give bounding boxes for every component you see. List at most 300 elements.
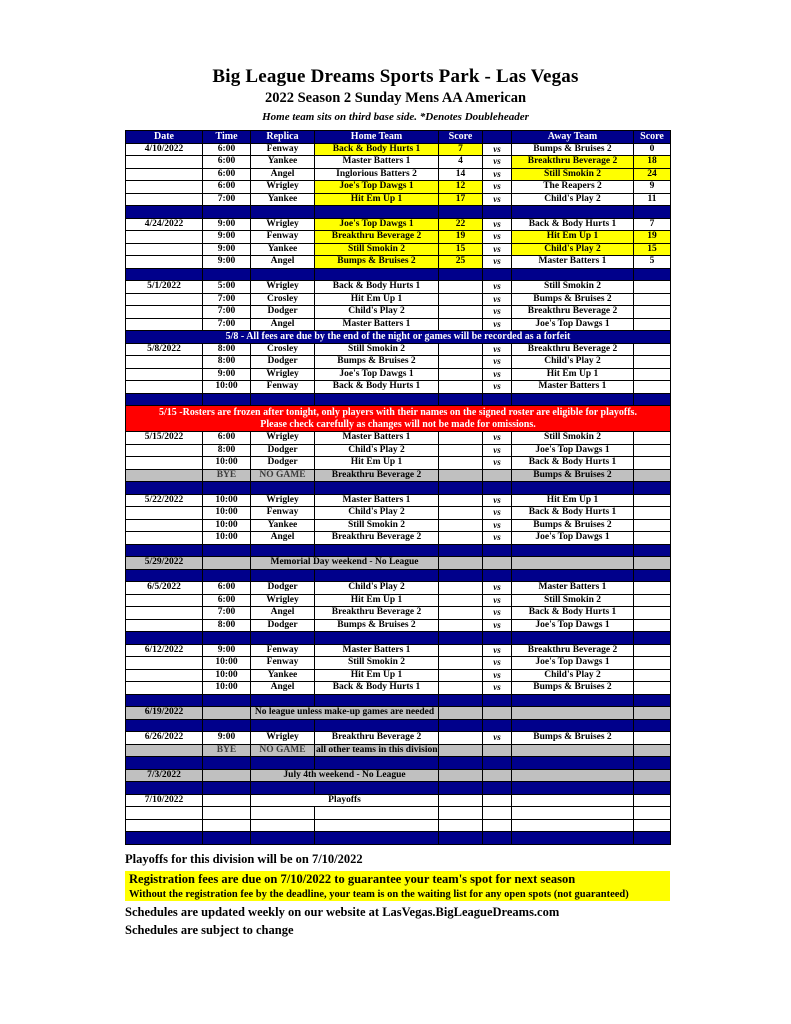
home-score-cell xyxy=(439,343,483,356)
home-team-cell: Master Batters 1 xyxy=(315,156,439,169)
note-cell: No league unless make-up games are needed xyxy=(251,707,439,720)
replica-cell: Wrigley xyxy=(251,594,315,607)
separator-cell xyxy=(512,694,634,707)
time-cell: 10:00 xyxy=(203,532,251,545)
home-score-cell: 14 xyxy=(439,168,483,181)
sep-row xyxy=(126,832,671,845)
vs-label: vs xyxy=(483,532,512,545)
separator-cell xyxy=(634,694,671,707)
separator-cell xyxy=(439,757,483,770)
game-row xyxy=(126,368,671,381)
away-score-cell xyxy=(634,457,671,470)
away-team-cell: Master Batters 1 xyxy=(512,256,634,269)
website-note: Schedules are updated weekly on our website at LasVegas.BigLeagueDreams.com xyxy=(125,904,560,919)
separator-cell xyxy=(126,632,203,645)
home-score-cell xyxy=(439,507,483,520)
separator-cell xyxy=(634,569,671,582)
sep-row xyxy=(126,694,671,707)
playoffs-date-note: Playoffs for this division will be on 7/10/2022 xyxy=(125,851,363,866)
home-score-cell xyxy=(439,281,483,294)
away-score-cell xyxy=(634,657,671,670)
away-score-cell xyxy=(634,532,671,545)
away-score-cell xyxy=(634,582,671,595)
separator-cell xyxy=(251,206,315,219)
separator-cell xyxy=(439,393,483,406)
sep-row xyxy=(126,393,671,406)
home-score-cell xyxy=(439,657,483,670)
home-team-cell: Child's Play 2 xyxy=(315,444,439,457)
separator-cell xyxy=(483,782,512,795)
away-score-cell: 11 xyxy=(634,193,671,206)
away-team-cell: Joe's Top Dawgs 1 xyxy=(512,619,634,632)
separator-cell xyxy=(203,719,251,732)
subject-to-change-note: Schedules are subject to change xyxy=(125,922,294,937)
separator-cell xyxy=(315,782,439,795)
home-score-cell xyxy=(439,669,483,682)
away-team-cell: Bumps & Bruises 2 xyxy=(512,732,634,745)
away-team-cell xyxy=(512,557,634,570)
separator-cell xyxy=(203,544,251,557)
date-cell xyxy=(126,532,203,545)
replica-cell: Crosley xyxy=(251,293,315,306)
home-score-cell: 7 xyxy=(439,143,483,156)
vs-label: vs xyxy=(483,156,512,169)
date-cell xyxy=(126,318,203,331)
home-score-cell xyxy=(439,469,483,482)
time-cell: 8:00 xyxy=(203,444,251,457)
separator-cell xyxy=(439,694,483,707)
game-row xyxy=(126,457,671,470)
time-cell: 9:00 xyxy=(203,231,251,244)
separator-cell xyxy=(634,206,671,219)
separator-cell xyxy=(315,206,439,219)
separator-cell xyxy=(126,268,203,281)
time-cell: 8:00 xyxy=(203,343,251,356)
game-row xyxy=(126,293,671,306)
time-cell: 7:00 xyxy=(203,293,251,306)
time-cell: BYE xyxy=(203,744,251,757)
away-team-cell: Still Smokin 2 xyxy=(512,168,634,181)
time-cell: 6:00 xyxy=(203,582,251,595)
separator-cell xyxy=(512,719,634,732)
game-row xyxy=(126,619,671,632)
time-cell: 6:00 xyxy=(203,594,251,607)
date-cell: 7/3/2022 xyxy=(126,769,203,782)
away-score-cell xyxy=(634,469,671,482)
game-row xyxy=(126,669,671,682)
away-score-cell: 19 xyxy=(634,231,671,244)
time-cell: 8:00 xyxy=(203,619,251,632)
home-score-cell xyxy=(439,794,483,807)
home-score-cell: 17 xyxy=(439,193,483,206)
vs-cell xyxy=(483,794,512,807)
separator-cell xyxy=(483,719,512,732)
replica-cell: Yankee xyxy=(251,519,315,532)
away-score-cell xyxy=(634,744,671,757)
home-score-cell xyxy=(439,744,483,757)
banner-row xyxy=(126,331,671,344)
separator-cell xyxy=(315,694,439,707)
vs-label: vs xyxy=(483,594,512,607)
separator-cell xyxy=(483,569,512,582)
home-team-note: Home team sits on third base side. *Denotes Doubleheader xyxy=(262,111,529,123)
away-team-cell: Breakthru Beverage 2 xyxy=(512,343,634,356)
column-header-replica: Replica xyxy=(251,131,315,144)
game-row xyxy=(126,381,671,394)
vs-cell xyxy=(483,557,512,570)
replica-cell: Dodger xyxy=(251,582,315,595)
home-team-cell: Joe's Top Dawgs 1 xyxy=(315,368,439,381)
home-score-cell xyxy=(439,318,483,331)
home-team-cell: Breakthru Beverage 2 xyxy=(315,231,439,244)
away-score-cell xyxy=(634,594,671,607)
home-score-cell xyxy=(439,532,483,545)
separator-cell xyxy=(315,569,439,582)
separator-cell xyxy=(439,719,483,732)
game-row xyxy=(126,318,671,331)
separator-cell xyxy=(203,569,251,582)
home-score-cell xyxy=(439,381,483,394)
empty-cell xyxy=(483,807,512,820)
away-score-cell xyxy=(634,281,671,294)
game-row xyxy=(126,657,671,670)
time-cell: 10:00 xyxy=(203,519,251,532)
home-team-cell: Still Smokin 2 xyxy=(315,243,439,256)
separator-cell xyxy=(126,544,203,557)
away-team-cell: Child's Play 2 xyxy=(512,193,634,206)
sep-row xyxy=(126,268,671,281)
replica-cell: Angel xyxy=(251,607,315,620)
game-row xyxy=(126,218,671,231)
note-cell: Playoffs xyxy=(251,794,439,807)
time-cell: 6:00 xyxy=(203,143,251,156)
separator-cell xyxy=(126,569,203,582)
separator-cell xyxy=(483,694,512,707)
time-cell: 7:00 xyxy=(203,607,251,620)
home-score-cell xyxy=(439,619,483,632)
home-score-cell xyxy=(439,494,483,507)
home-score-cell xyxy=(439,519,483,532)
away-team-cell: Bumps & Bruises 2 xyxy=(512,469,634,482)
away-team-cell: Bumps & Bruises 2 xyxy=(512,293,634,306)
away-score-cell xyxy=(634,519,671,532)
time-cell xyxy=(203,794,251,807)
home-score-cell xyxy=(439,582,483,595)
away-team-cell: Still Smokin 2 xyxy=(512,281,634,294)
separator-cell xyxy=(483,757,512,770)
time-cell: 9:00 xyxy=(203,218,251,231)
time-cell: 6:00 xyxy=(203,156,251,169)
separator-cell xyxy=(315,757,439,770)
vs-label: vs xyxy=(483,619,512,632)
separator-cell xyxy=(203,206,251,219)
vs-label: vs xyxy=(483,381,512,394)
away-score-cell xyxy=(634,494,671,507)
home-team-cell: Master Batters 1 xyxy=(315,318,439,331)
away-team-cell: Back & Body Hurts 1 xyxy=(512,507,634,520)
date-cell: 5/22/2022 xyxy=(126,494,203,507)
away-team-cell xyxy=(512,744,634,757)
away-team-cell: Still Smokin 2 xyxy=(512,432,634,445)
replica-cell: Fenway xyxy=(251,231,315,244)
separator-cell xyxy=(634,632,671,645)
time-cell: 9:00 xyxy=(203,644,251,657)
home-score-cell xyxy=(439,306,483,319)
separator-cell xyxy=(203,268,251,281)
date-cell xyxy=(126,669,203,682)
separator-cell xyxy=(634,757,671,770)
separator-cell xyxy=(251,268,315,281)
home-score-cell xyxy=(439,457,483,470)
separator-cell xyxy=(251,569,315,582)
date-cell xyxy=(126,156,203,169)
separator-cell xyxy=(126,757,203,770)
away-team-cell: Hit Em Up 1 xyxy=(512,231,634,244)
separator-cell xyxy=(512,482,634,495)
separator-cell xyxy=(251,782,315,795)
date-cell xyxy=(126,356,203,369)
separator-cell xyxy=(203,694,251,707)
vs-label: vs xyxy=(483,256,512,269)
game-row xyxy=(126,231,671,244)
vs-label: vs xyxy=(483,243,512,256)
date-cell xyxy=(126,594,203,607)
date-cell: 5/1/2022 xyxy=(126,281,203,294)
time-cell: 10:00 xyxy=(203,494,251,507)
time-cell xyxy=(203,707,251,720)
replica-cell: Angel xyxy=(251,318,315,331)
vs-label: vs xyxy=(483,607,512,620)
schedule-body xyxy=(126,143,671,844)
separator-cell xyxy=(512,569,634,582)
vs-label: vs xyxy=(483,218,512,231)
away-team-cell: Child's Play 2 xyxy=(512,243,634,256)
separator-cell xyxy=(126,393,203,406)
note-row xyxy=(126,557,671,570)
away-score-cell xyxy=(634,343,671,356)
separator-cell xyxy=(126,719,203,732)
game-row xyxy=(126,532,671,545)
sep-row xyxy=(126,569,671,582)
replica-cell: Fenway xyxy=(251,507,315,520)
home-team-cell: Joe's Top Dawgs 1 xyxy=(315,218,439,231)
vs-label: vs xyxy=(483,582,512,595)
replica-cell: Angel xyxy=(251,256,315,269)
date-cell xyxy=(126,657,203,670)
away-score-cell xyxy=(634,368,671,381)
warning-line: Please check carefully as changes will not be made for omissions. xyxy=(260,418,536,430)
replica-cell: Yankee xyxy=(251,243,315,256)
empty-cell xyxy=(126,807,203,820)
date-cell: 5/8/2022 xyxy=(126,343,203,356)
page-title: Big League Dreams Sports Park - Las Vegas xyxy=(212,66,579,87)
vs-label: vs xyxy=(483,318,512,331)
time-cell: 10:00 xyxy=(203,507,251,520)
separator-cell xyxy=(315,268,439,281)
separator-cell xyxy=(126,782,203,795)
vs-cell xyxy=(483,769,512,782)
home-team-cell: Bumps & Bruises 2 xyxy=(315,356,439,369)
page-header xyxy=(0,0,791,123)
time-cell: 10:00 xyxy=(203,657,251,670)
vs-label: vs xyxy=(483,168,512,181)
empty-cell xyxy=(483,819,512,832)
vs-label: vs xyxy=(483,356,512,369)
time-cell: 9:00 xyxy=(203,368,251,381)
replica-cell: Dodger xyxy=(251,444,315,457)
away-team-cell: Joe's Top Dawgs 1 xyxy=(512,532,634,545)
game-row xyxy=(126,444,671,457)
vs-label: vs xyxy=(483,457,512,470)
game-row xyxy=(126,494,671,507)
home-score-cell xyxy=(439,732,483,745)
away-score-cell xyxy=(634,432,671,445)
vs-label: vs xyxy=(483,732,512,745)
away-score-cell xyxy=(634,306,671,319)
away-score-cell: 18 xyxy=(634,156,671,169)
home-team-cell: Joe's Top Dawgs 1 xyxy=(315,181,439,194)
away-team-cell: Child's Play 2 xyxy=(512,669,634,682)
game-row xyxy=(126,168,671,181)
home-score-cell xyxy=(439,607,483,620)
home-team-cell: Child's Play 2 xyxy=(315,582,439,595)
separator-cell xyxy=(251,757,315,770)
note-cell: July 4th weekend - No League xyxy=(251,769,439,782)
game-row xyxy=(126,507,671,520)
home-score-cell xyxy=(439,557,483,570)
separator-cell xyxy=(634,393,671,406)
separator-cell xyxy=(126,206,203,219)
game-row xyxy=(126,343,671,356)
schedule-table xyxy=(125,130,671,845)
away-score-cell: 24 xyxy=(634,168,671,181)
column-header-time: Time xyxy=(203,131,251,144)
away-score-cell xyxy=(634,607,671,620)
home-score-cell xyxy=(439,432,483,445)
separator-cell xyxy=(203,832,251,845)
vs-label: vs xyxy=(483,293,512,306)
date-cell: 5/29/2022 xyxy=(126,557,203,570)
note-row xyxy=(126,769,671,782)
replica-cell: Yankee xyxy=(251,669,315,682)
time-cell: 7:00 xyxy=(203,306,251,319)
separator-cell xyxy=(439,632,483,645)
vs-label: vs xyxy=(483,444,512,457)
replica-cell: NO GAME xyxy=(251,469,315,482)
date-cell xyxy=(126,306,203,319)
date-cell xyxy=(126,744,203,757)
replica-cell: Wrigley xyxy=(251,218,315,231)
separator-cell xyxy=(512,206,634,219)
away-score-cell xyxy=(634,318,671,331)
date-cell xyxy=(126,368,203,381)
date-cell: 6/19/2022 xyxy=(126,707,203,720)
replica-cell: Wrigley xyxy=(251,368,315,381)
home-team-cell: Master Batters 1 xyxy=(315,494,439,507)
replica-cell: Dodger xyxy=(251,306,315,319)
sep-row xyxy=(126,482,671,495)
home-team-cell: Breakthru Beverage 2 xyxy=(315,532,439,545)
separator-cell xyxy=(203,632,251,645)
home-team-cell: Inglorious Batters 2 xyxy=(315,168,439,181)
vs-label: vs xyxy=(483,306,512,319)
replica-cell: Wrigley xyxy=(251,181,315,194)
separator-cell xyxy=(251,544,315,557)
note-row xyxy=(126,794,671,807)
date-cell xyxy=(126,457,203,470)
date-cell: 6/5/2022 xyxy=(126,582,203,595)
vs-label: vs xyxy=(483,281,512,294)
separator-cell xyxy=(512,757,634,770)
date-cell xyxy=(126,507,203,520)
vs-label: vs xyxy=(483,507,512,520)
away-team-cell: Hit Em Up 1 xyxy=(512,368,634,381)
home-score-cell xyxy=(439,707,483,720)
time-cell: 10:00 xyxy=(203,381,251,394)
vs-label: vs xyxy=(483,368,512,381)
away-score-cell xyxy=(634,769,671,782)
empty-cell xyxy=(315,819,439,832)
empty-cell xyxy=(126,819,203,832)
separator-cell xyxy=(203,757,251,770)
date-cell: 6/12/2022 xyxy=(126,644,203,657)
separator-cell xyxy=(512,393,634,406)
vs-label: vs xyxy=(483,669,512,682)
separator-cell xyxy=(439,832,483,845)
separator-cell xyxy=(512,782,634,795)
sep-row xyxy=(126,719,671,732)
time-cell: 6:00 xyxy=(203,432,251,445)
away-team-cell: The Reapers 2 xyxy=(512,181,634,194)
home-score-cell: 19 xyxy=(439,231,483,244)
replica-cell: Fenway xyxy=(251,381,315,394)
empty-cell xyxy=(203,819,251,832)
date-cell: 5/15/2022 xyxy=(126,432,203,445)
home-score-cell xyxy=(439,356,483,369)
warning-line: 5/15 -Rosters are frozen after tonight, only players with their names on the signed roster are eligible for playoffs. xyxy=(159,406,637,418)
away-score-cell xyxy=(634,507,671,520)
home-team-cell: Still Smokin 2 xyxy=(315,343,439,356)
time-cell: 9:00 xyxy=(203,732,251,745)
vs-label: vs xyxy=(483,494,512,507)
vs-label: vs xyxy=(483,143,512,156)
game-row xyxy=(126,156,671,169)
away-score-cell xyxy=(634,293,671,306)
home-score-cell: 22 xyxy=(439,218,483,231)
home-team-cell: Hit Em Up 1 xyxy=(315,457,439,470)
separator-cell xyxy=(203,482,251,495)
separator-cell xyxy=(126,482,203,495)
separator-cell xyxy=(439,782,483,795)
game-row xyxy=(126,256,671,269)
separator-cell xyxy=(126,694,203,707)
date-cell xyxy=(126,293,203,306)
separator-cell xyxy=(251,832,315,845)
date-cell xyxy=(126,181,203,194)
away-score-cell: 0 xyxy=(634,143,671,156)
replica-cell: Angel xyxy=(251,682,315,695)
away-team-cell xyxy=(512,769,634,782)
column-header-date: Date xyxy=(126,131,203,144)
away-score-cell xyxy=(634,669,671,682)
date-cell xyxy=(126,607,203,620)
separator-cell xyxy=(203,782,251,795)
separator-cell xyxy=(315,544,439,557)
away-score-cell: 5 xyxy=(634,256,671,269)
game-row xyxy=(126,181,671,194)
sep-row xyxy=(126,757,671,770)
game-row xyxy=(126,306,671,319)
